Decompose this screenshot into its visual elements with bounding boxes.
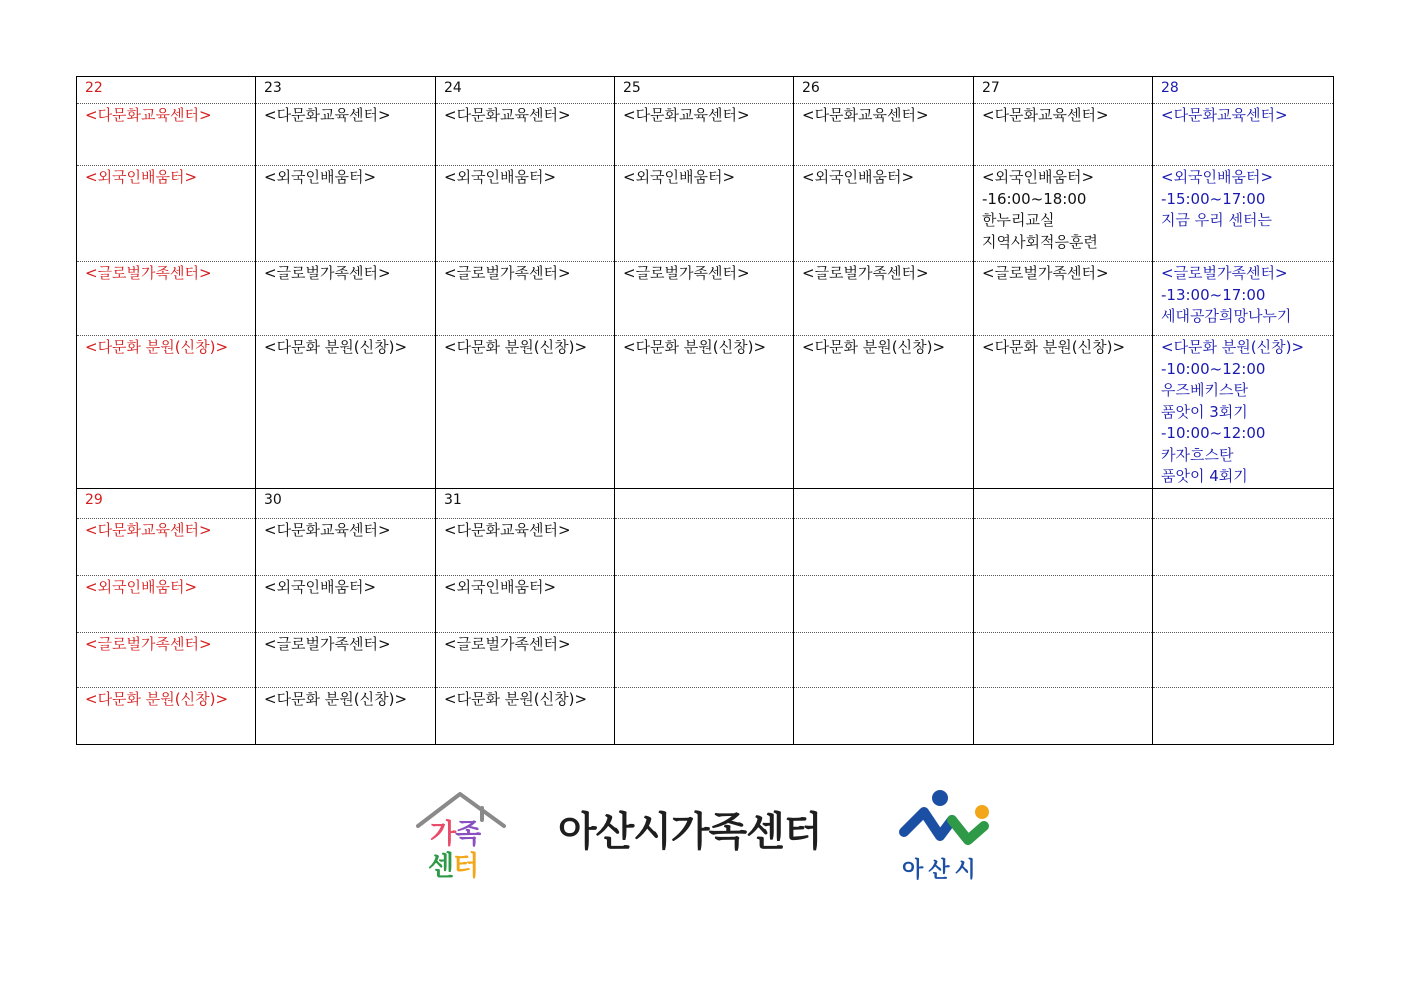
program-name: <글로벌가족센터>: [1161, 264, 1288, 282]
schedule-cell: [77, 518, 256, 575]
date-cell: 24: [436, 77, 615, 104]
schedule-cell: [974, 336, 1153, 489]
logo-char-jok: 족: [455, 819, 481, 850]
schedule-cell: [794, 575, 974, 632]
schedule-cell: [77, 632, 256, 687]
schedule-cell: [974, 575, 1153, 632]
program-detail: 세대공감희망나누기: [1161, 307, 1292, 325]
schedule-cell: [256, 104, 436, 166]
date-cell: 31: [436, 488, 615, 518]
program-name: <글로벌가족센터>: [444, 634, 571, 653]
schedule-cell: [256, 518, 436, 575]
schedule-cell: [974, 166, 1153, 262]
program-detail: 한누리교실: [982, 211, 1055, 229]
program-name: <다문화 분원(신창)>: [264, 338, 408, 356]
program-name: <다문화교육센터>: [85, 520, 212, 539]
schedule-cell: [77, 262, 256, 336]
schedule-cell: [615, 518, 794, 575]
schedule-cell: [1153, 166, 1334, 262]
schedule-cell: [77, 687, 256, 744]
date-cell: 26: [794, 77, 974, 104]
schedule-cell: [256, 687, 436, 744]
program-detail: -13:00~17:00: [1161, 285, 1266, 304]
schedule-cell: [436, 166, 615, 262]
program-name: <외국인배움터>: [982, 168, 1095, 186]
schedule-cell: [794, 262, 974, 336]
schedule-cell: [794, 687, 974, 744]
schedule-cell: [974, 104, 1153, 166]
date-row: [77, 77, 1334, 104]
program-name: <글로벌가족센터>: [802, 264, 929, 282]
schedule-cell: [974, 687, 1153, 744]
program-row: [77, 262, 1334, 336]
schedule-cell: [436, 575, 615, 632]
schedule-cell: [794, 166, 974, 262]
schedule-cell: [256, 575, 436, 632]
program-name: <다문화교육센터>: [264, 520, 391, 539]
center-name: 아산시가족센터: [558, 809, 822, 855]
program-name: <외국인배움터>: [802, 168, 915, 186]
program-name: <글로벌가족센터>: [623, 264, 750, 282]
program-name: <다문화 분원(신창)>: [623, 338, 767, 356]
program-name: <다문화교육센터>: [444, 106, 571, 124]
schedule-cell: [1153, 262, 1334, 336]
program-name: <다문화 분원(신창)>: [982, 338, 1126, 356]
program-row: [77, 687, 1334, 744]
program-name: <다문화 분원(신창)>: [802, 338, 946, 356]
program-detail: 지금 우리 센터는: [1161, 211, 1272, 229]
logo-char-ga: 가: [430, 819, 456, 850]
schedule-cell: [1153, 336, 1334, 489]
program-row: [77, 575, 1334, 632]
logo-char-teo: 터: [453, 851, 479, 882]
schedule-cell: [794, 336, 974, 489]
program-name: <글로벌가족센터>: [85, 264, 212, 282]
schedule-cell: [77, 166, 256, 262]
program-name: <글로벌가족센터>: [264, 634, 391, 653]
schedule-cell: [1153, 518, 1334, 575]
date-cell: [794, 488, 974, 518]
program-row: [77, 336, 1334, 489]
date-cell: 30: [256, 488, 436, 518]
schedule-cell: [256, 632, 436, 687]
schedule-cell: [615, 687, 794, 744]
program-name: <외국인배움터>: [85, 168, 198, 186]
program-name: <글로벌가족센터>: [982, 264, 1109, 282]
program-detail: 우즈베키스탄: [1161, 381, 1248, 399]
program-row: [77, 166, 1334, 262]
program-name: <다문화 분원(신창)>: [85, 689, 229, 708]
schedule-cell: [615, 166, 794, 262]
program-name: <다문화 분원(신창)>: [444, 689, 588, 708]
asan-logo-text: 아산시: [902, 858, 981, 883]
program-detail: 품앗이 3회기: [1161, 402, 1248, 421]
schedule-cell: [615, 262, 794, 336]
program-row: [77, 518, 1334, 575]
schedule-cell: [436, 632, 615, 687]
program-name: <다문화교육센터>: [802, 106, 929, 124]
program-name: <다문화 분원(신창)>: [1161, 338, 1305, 356]
program-detail: -16:00~18:00: [982, 189, 1087, 208]
schedule-cell: [436, 518, 615, 575]
program-detail: 지역사회적응훈련: [982, 232, 1098, 251]
schedule-cell: [1153, 104, 1334, 166]
schedule-cell: [974, 518, 1153, 575]
schedule-cell: [794, 632, 974, 687]
schedule-cell: [615, 575, 794, 632]
program-name: <다문화교육센터>: [444, 520, 571, 539]
schedule-cell: [794, 104, 974, 166]
date-cell: 27: [974, 77, 1153, 104]
schedule-cell: [974, 262, 1153, 336]
program-name: <외국인배움터>: [1161, 168, 1274, 186]
program-name: <외국인배움터>: [264, 577, 377, 596]
program-name: <다문화교육센터>: [623, 106, 750, 124]
program-name: <글로벌가족센터>: [444, 264, 571, 282]
schedule-cell: [256, 166, 436, 262]
schedule-cell: [256, 262, 436, 336]
program-name: <외국인배움터>: [444, 577, 557, 596]
schedule-cell: [1153, 575, 1334, 632]
schedule-cell: [77, 104, 256, 166]
schedule-cell: [615, 104, 794, 166]
schedule-cell: [256, 336, 436, 489]
program-detail: 카자흐스탄: [1161, 445, 1234, 464]
footer: [0, 780, 1403, 890]
program-name: <다문화 분원(신창)>: [85, 338, 229, 356]
schedule-cell: [1153, 632, 1334, 687]
program-name: <외국인배움터>: [264, 168, 377, 186]
logo-text-top: [430, 820, 480, 850]
monthly-schedule-table: [76, 76, 1334, 745]
program-detail: -15:00~17:00: [1161, 189, 1266, 208]
schedule-body: [77, 77, 1334, 745]
schedule-cell: [436, 336, 615, 489]
schedule-cell: [1153, 687, 1334, 744]
schedule-cell: [615, 336, 794, 489]
program-name: <다문화 분원(신창)>: [444, 338, 588, 356]
date-cell: [615, 488, 794, 518]
program-name: <외국인배움터>: [623, 168, 736, 186]
schedule-cell: [436, 104, 615, 166]
program-name: <다문화 분원(신창)>: [264, 689, 408, 708]
program-detail: -10:00~12:00: [1161, 359, 1266, 378]
program-name: <외국인배움터>: [444, 168, 557, 186]
schedule-cell: [615, 632, 794, 687]
program-detail: -10:00~12:00: [1161, 424, 1266, 442]
date-cell: 22: [77, 77, 256, 104]
program-name: <다문화교육센터>: [85, 106, 212, 124]
program-detail: 품앗이 4회기: [1161, 467, 1248, 485]
program-name: <글로벌가족센터>: [264, 264, 391, 282]
schedule-cell: [77, 575, 256, 632]
schedule-cell: [436, 262, 615, 336]
program-name: <글로벌가족센터>: [85, 634, 212, 653]
program-name: <외국인배움터>: [85, 577, 198, 596]
date-cell: 29: [77, 488, 256, 518]
program-row: [77, 104, 1334, 166]
date-row: [77, 488, 1334, 518]
schedule-cell: [436, 687, 615, 744]
asan-emblem-icon: [896, 786, 996, 858]
date-cell: [1153, 488, 1334, 518]
date-cell: [974, 488, 1153, 518]
logo-text-bottom: [428, 852, 478, 882]
schedule-cell: [794, 518, 974, 575]
schedule-cell: [77, 336, 256, 489]
schedule-cell: [974, 632, 1153, 687]
program-name: <다문화교육센터>: [1161, 106, 1288, 124]
date-cell: 28: [1153, 77, 1334, 104]
program-name: <다문화교육센터>: [264, 106, 391, 124]
date-cell: 23: [256, 77, 436, 104]
date-cell: 25: [615, 77, 794, 104]
program-row: [77, 632, 1334, 687]
family-center-logo: [414, 790, 510, 890]
program-name: <다문화교육센터>: [982, 106, 1109, 124]
logo-char-sen: 센: [428, 851, 454, 882]
asan-city-logo: [896, 786, 996, 890]
